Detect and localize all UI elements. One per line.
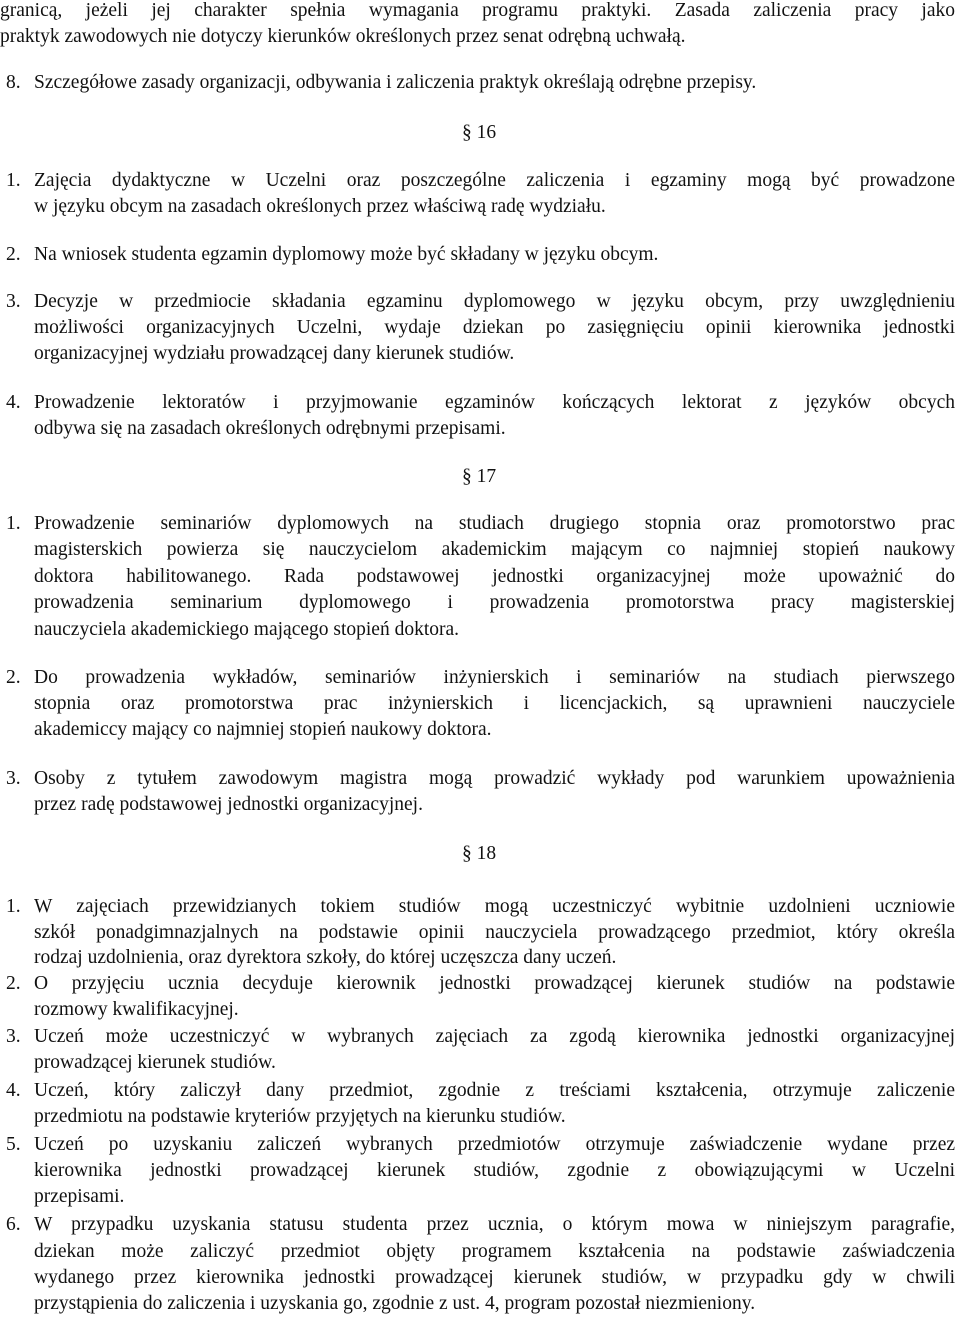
continuation-line: granicą, jeżeli jej charakter spełnia wymagania programu praktyki. Zasada zaliczenia pracy jako xyxy=(0,0,955,21)
paragraph-line: akademiccy mający co najmniej stopień naukowy doktora. xyxy=(34,719,492,740)
paragraph-line: rodzaj uzdolnienia, oraz dyrektora szkoły, do której uczęszcza dany uczeń. xyxy=(34,947,617,968)
paragraph-line: stopnia oraz promotorstwa prac inżynierskich i licencjackich, są uprawnieni nauczyciele xyxy=(34,693,955,714)
item-number: 4. xyxy=(6,392,21,413)
item-number: 2. xyxy=(6,244,21,265)
paragraph-line: Prowadzenie lektoratów i przyjmowanie egzaminów kończących lektorat z języków obcych xyxy=(34,392,955,413)
item-number: 8. xyxy=(6,72,21,93)
paragraph-line: Uczeń po uzyskaniu zaliczeń wybranych przedmiotów otrzymuje zaświadczenie wydane przez xyxy=(34,1134,955,1155)
item-number: 1. xyxy=(6,896,21,917)
paragraph-line: Do prowadzenia wykładów, seminariów inżynierskich i seminariów na studiach pierwszego xyxy=(34,667,955,688)
paragraph-line: przez radę podstawowej jednostki organizacyjnej. xyxy=(34,794,423,815)
paragraph-line: rozmowy kwalifikacyjnej. xyxy=(34,999,239,1020)
paragraph-line: Zajęcia dydaktyczne w Uczelni oraz poszczególne zaliczenia i egzaminy mogą być prowadzone xyxy=(34,170,955,191)
item-number: 4. xyxy=(6,1080,21,1101)
paragraph-line: magisterskich powierza się nauczycielom akademickim mającym co najmniej stopień naukowy xyxy=(34,539,955,560)
paragraph-line: szkół ponadgimnazjalnych na podstawie opinii nauczyciela prowadzącego przedmiot, który określa xyxy=(34,922,955,943)
item-number: 5. xyxy=(6,1134,21,1155)
paragraph-line: dziekan może zaliczyć przedmiot objęty programem kształcenia na podstawie zaświadczenia xyxy=(34,1241,955,1262)
paragraph-line: przepisami. xyxy=(34,1186,125,1207)
paragraph-line: W przypadku uzyskania statusu studenta przez ucznia, o którym mowa w niniejszym paragrafie, xyxy=(34,1214,955,1235)
paragraph-line: doktora habilitowanego. Rada podstawowej jednostki organizacyjnej może upoważnić do xyxy=(34,566,955,587)
paragraph-line: odbywa się na zasadach określonych odrębnymi przepisami. xyxy=(34,418,506,439)
paragraph-line: Decyzje w przedmiocie składania egzaminu dyplomowego w języku obcym, przy uwzględnieniu xyxy=(34,291,955,312)
item-number: 6. xyxy=(6,1214,21,1235)
paragraph-line: prowadzącej kierunek studiów. xyxy=(34,1052,276,1073)
paragraph-line: prowadzenia seminarium dyplomowego i prowadzenia promotorstwa pracy magisterskiej xyxy=(34,592,955,613)
paragraph-line: przedmiotu na podstawie kryteriów przyjętych na kierunku studiów. xyxy=(34,1106,566,1127)
paragraph-line: Osoby z tytułem zawodowym magistra mogą prowadzić wykłady pod warunkiem upoważnienia xyxy=(34,768,955,789)
section-heading-17: § 17 xyxy=(462,466,497,487)
paragraph-line: wydanego przez kierownika jednostki prowadzącej kierunek studiów, w przypadku gdy w chwili xyxy=(34,1267,955,1288)
paragraph-line: Szczegółowe zasady organizacji, odbywania i zaliczenia praktyk określają odrębne przepisy. xyxy=(34,72,757,93)
paragraph-line: Na wniosek studenta egzamin dyplomowy może być składany w języku obcym. xyxy=(34,244,659,265)
continuation-line: praktyk zawodowych nie dotyczy kierunków określonych przez senat odrębną uchwałą. xyxy=(0,26,686,47)
paragraph-line: Uczeń, który zaliczył dany przedmiot, zgodnie z treściami kształcenia, otrzymuje zaliczenie xyxy=(34,1080,955,1101)
paragraph-line: przystąpienia do zaliczenia i uzyskania go, zgodnie z ust. 4, program pozostał niezmieniony. xyxy=(34,1293,756,1314)
section-heading-18: § 18 xyxy=(462,843,497,864)
paragraph-line: Uczeń może uczestniczyć w wybranych zajęciach za zgodą kierownika jednostki organizacyjnej xyxy=(34,1026,955,1047)
item-number: 3. xyxy=(6,1026,21,1047)
paragraph-line: Prowadzenie seminariów dyplomowych na studiach drugiego stopnia oraz promotorstwo prac xyxy=(34,513,955,534)
item-number: 1. xyxy=(6,513,21,534)
paragraph-line: nauczyciela akademickiego mającego stopień doktora. xyxy=(34,619,460,640)
section-heading-16: § 16 xyxy=(462,122,497,143)
item-number: 1. xyxy=(6,170,21,191)
item-number: 3. xyxy=(6,291,21,312)
item-number: 2. xyxy=(6,667,21,688)
paragraph-line: w języku obcym na zasadach określonych przez właściwą radę wydziału. xyxy=(34,196,606,217)
item-number: 3. xyxy=(6,768,21,789)
paragraph-line: W zajęciach przewidzianych tokiem studiów mogą uczestniczyć wybitnie uzdolnieni uczniowie xyxy=(34,896,955,917)
item-number: 2. xyxy=(6,973,21,994)
paragraph-line: O przyjęciu ucznia decyduje kierownik jednostki prowadzącej kierunek studiów na podstawie xyxy=(34,973,955,994)
paragraph-line: organizacyjnej wydziału prowadzącej dany kierunek studiów. xyxy=(34,343,515,364)
paragraph-line: możliwości organizacyjnych Uczelni, wydaje dziekan po zasięgnięciu opinii kierownika jednostki xyxy=(34,317,955,338)
paragraph-line: kierownika jednostki prowadzącej kierunek studiów, zgodnie z obowiązującymi w Uczelni xyxy=(34,1160,955,1181)
